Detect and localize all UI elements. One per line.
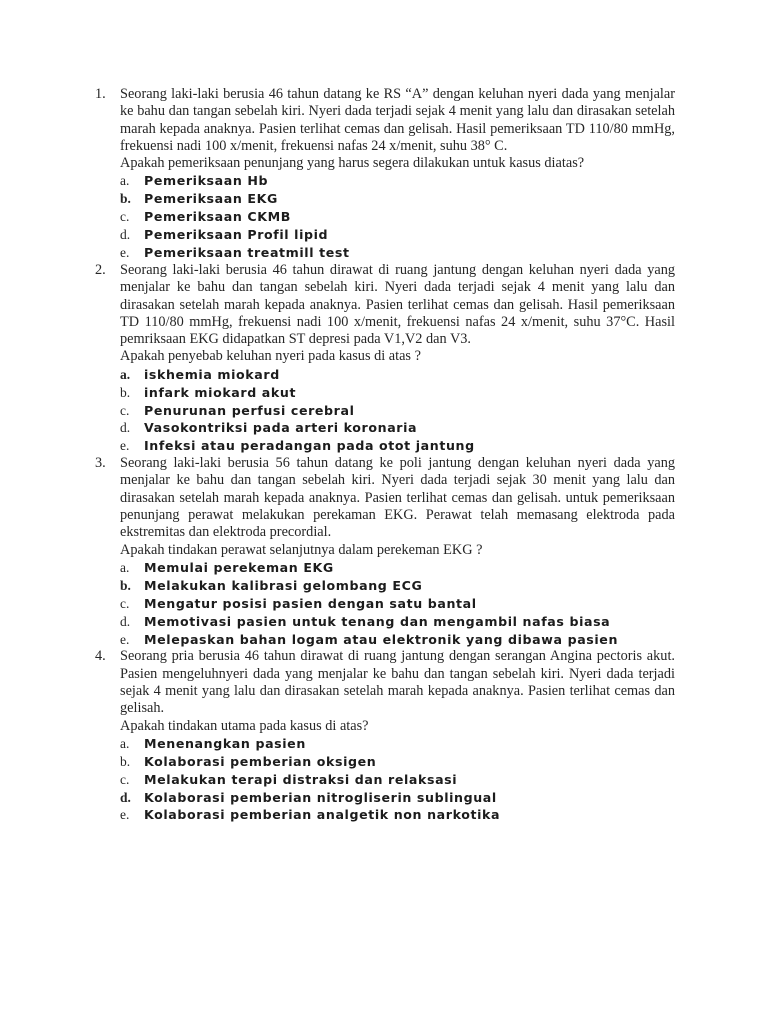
question-2 (95, 262, 675, 455)
answer-option-e (120, 806, 675, 824)
question-prompt: Apakah penyebab keluhan nyeri pada kasus di atas ? (120, 348, 421, 365)
answer-option-d (120, 613, 675, 631)
answer-option-b (120, 577, 675, 595)
option-letter: a. (120, 173, 130, 189)
option-text: Melakukan terapi distraksi dan relaksasi (144, 771, 458, 787)
question-prompt: Apakah tindakan perawat selanjutnya dalam perekeman EKG ? (120, 541, 483, 558)
answer-option-d (120, 419, 675, 437)
option-text: Kolaborasi pemberian analgetik non narkotika (144, 807, 501, 823)
answer-option-c (120, 595, 675, 613)
answer-option-b (120, 384, 675, 402)
option-letter: c. (120, 209, 130, 225)
question-stem: Seorang laki-laki berusia 56 tahun datang ke poli jantung dengan keluhan nyeri dada yang menjalar ke bahu dan tangan sebelah kiri. Nyeri dada terjadi sejak 30 menit yang lalu dan dirasakan setelah marah kepada anaknya. Pasien terlihat cemas dan gelisah. untuk pemeriksaan penunjang perawat melakukan perekaman EKG. Perawat telah memasang elektroda pada ekstremitas dan elektroda precordial. (120, 455, 675, 541)
option-text: Mengatur posisi pasien dengan satu bantal (144, 595, 477, 611)
answer-option-d (120, 226, 675, 244)
option-text: Memotivasi pasien untuk tenang dan mengambil nafas biasa (144, 613, 611, 629)
question-stem: Seorang laki-laki berusia 46 tahun datang ke RS “A” dengan keluhan nyeri dada yang menjalar ke bahu dan tangan sebelah kiri. Nyeri dada terjadi sejak 4 menit yang lalu dan dirasakan setelah marah kepada anaknya. Pasien terlihat cemas dan gelisah. Hasil pemeriksaan TD 110/80 mmHg, frekuensi nadi 100 x/menit, frekuensi nafas 24 x/menit, suhu 38° C. (120, 86, 675, 154)
answer-option-a (120, 366, 675, 384)
answer-options (120, 366, 675, 455)
question-number: 3. (95, 455, 106, 472)
option-text: Kolaborasi pemberian oksigen (144, 753, 377, 769)
option-text: Melakukan kalibrasi gelombang ECG (144, 577, 423, 593)
option-text: Pemeriksaan CKMB (144, 209, 291, 225)
question-3 (95, 455, 675, 648)
option-text: Penurunan perfusi cerebral (144, 402, 355, 418)
option-letter: a. (120, 735, 130, 751)
answer-option-a (120, 559, 675, 577)
question-stem: Seorang pria berusia 46 tahun dirawat di ruang jantung dengan serangan Angina pectoris akut. Pasien mengeluhnyeri dada yang menjalar ke bahu dan tangan sebelah kiri. Nyeri dada terjadi sejak 4 menit yang lalu dan dirasakan setelah marah kepada anaknya. Pasien terlihat cemas dan gelisah. (120, 648, 675, 717)
answer-option-e (120, 437, 675, 455)
option-letter: c. (120, 402, 130, 418)
option-text: Pemeriksaan EKG (144, 191, 278, 207)
answer-options (120, 559, 675, 648)
option-letter: d. (120, 227, 131, 243)
option-text: Pemeriksaan Profil lipid (144, 227, 329, 243)
option-letter: b. (120, 577, 131, 593)
option-letter: b. (120, 191, 131, 207)
option-letter: e. (120, 807, 130, 823)
question-prompt: Apakah tindakan utama pada kasus di atas? (120, 717, 369, 734)
answer-option-e (120, 244, 675, 262)
question-stem: Seorang laki-laki berusia 46 tahun dirawat di ruang jantung dengan keluhan nyeri dada yang menjalar ke bahu dan tangan sebelah kiri. Nyeri dada terjadi sejak 4 menit yang lalu dan dirasakan setelah marah kepada anaknya. Pasien terlihat cemas dan gelisah. Hasil pemeriksaan TD 110/80 mmHg, frekuensi nadi 100 x/menit, frekuensi nafas 24 x/menit, suhu 37°C. Hasil pemriksaan EKG didapatkan ST depresi pada V1,V2 dan V3. (120, 261, 675, 348)
option-letter: d. (120, 789, 131, 805)
answer-option-a (120, 735, 675, 753)
option-letter: b. (120, 384, 131, 400)
question-prompt: Apakah pemeriksaan penunjang yang harus segera dilakukan untuk kasus diatas? (120, 155, 585, 172)
question-number: 1. (95, 86, 106, 102)
answer-option-d (120, 789, 675, 807)
option-text: Melepaskan bahan logam atau elektronik yang dibawa pasien (144, 631, 619, 647)
answer-option-a (120, 172, 675, 190)
question-4 (95, 648, 675, 824)
option-text: Memulai perekeman EKG (144, 559, 334, 575)
option-text: Vasokontriksi pada arteri koronaria (144, 420, 418, 436)
option-letter: a. (120, 559, 130, 575)
option-letter: e. (120, 245, 130, 261)
question-list (95, 86, 675, 824)
answer-option-b (120, 190, 675, 208)
answer-options (120, 735, 675, 824)
option-text: Menenangkan pasien (144, 735, 306, 751)
answer-options (120, 172, 675, 261)
option-text: Pemeriksaan Hb (144, 173, 269, 189)
option-text: Infeksi atau peradangan pada otot jantung (144, 438, 475, 454)
answer-option-b (120, 753, 675, 771)
option-text: Pemeriksaan treatmill test (144, 245, 350, 261)
option-text: Kolaborasi pemberian nitrogliserin sublingual (144, 789, 497, 805)
option-letter: c. (120, 595, 130, 611)
option-text: infark miokard akut (144, 384, 297, 400)
answer-option-c (120, 771, 675, 789)
option-letter: d. (120, 613, 131, 629)
question-number: 4. (95, 648, 106, 665)
option-text: iskhemia miokard (144, 366, 280, 382)
question-1 (95, 86, 675, 262)
answer-option-c (120, 402, 675, 420)
option-letter: e. (120, 631, 130, 647)
answer-option-c (120, 208, 675, 226)
option-letter: e. (120, 438, 130, 454)
option-letter: a. (120, 366, 131, 382)
answer-option-e (120, 631, 675, 649)
option-letter: b. (120, 753, 131, 769)
question-number: 2. (95, 261, 106, 278)
option-letter: d. (120, 420, 131, 436)
option-letter: c. (120, 771, 130, 787)
